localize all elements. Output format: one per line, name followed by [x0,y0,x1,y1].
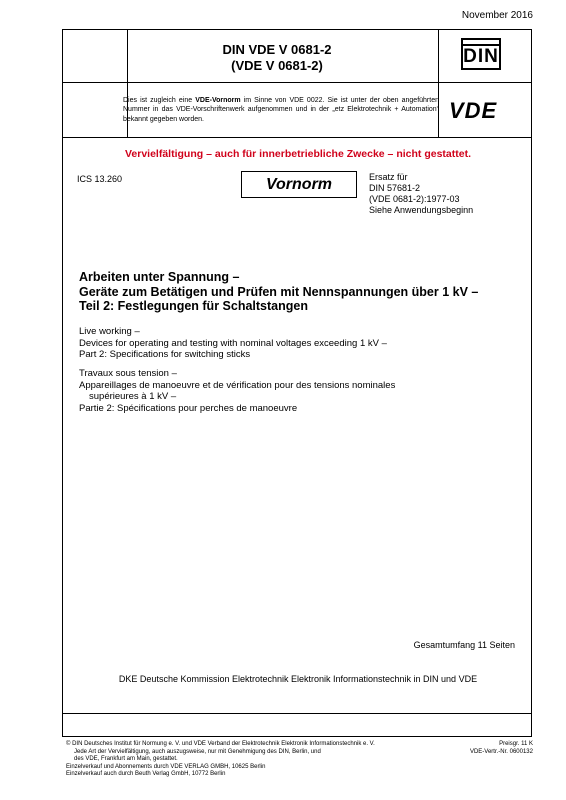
copy-warning: Vervielfältigung – auch für innerbetriebliche Zwecke – nicht gestattet. [124,148,471,160]
publication-date: November 2016 [461,10,533,21]
title-german: Arbeiten unter Spannung – Geräte zum Betätigen und Prüfen mit Nennspannungen über 1 kV – Teil 2: Festlegungen für Schaltstangen [79,270,479,313]
vde-vornorm-label: VDE-Vornorm [195,97,241,104]
copyright-footer: © DIN Deutsches Institut für Normung e. V. und VDE Verband der Elektrotechnik Elektronik Informationstechnik e. V. Jede Art der Vervielfältigung, auch auszugsweise, nur mit Genehmigung des DIN, Berlin, und des VDE, Frankfurt am Main, gestattet. Einzelverkauf und Abonnements durch VDE VERLAG GMBH, 10625 Berlin Einzelverkauf auch durch Beuth Verlag GmbH, 10772 Berlin [66,741,375,778]
divider [63,713,531,714]
vde-logo: VDE [449,98,498,123]
order-number: VDE-Vertr.-Nr. 0600132 [469,748,533,755]
price-group: Preisgr. 11 K [499,741,533,747]
din-logo [461,38,503,72]
divider [63,82,531,83]
status-badge: Vornorm [241,171,357,198]
replacement-info: Ersatz für DIN 57681-2 (VDE 0681-2):1977-03 Siehe Anwendungsbeginn [369,172,474,215]
din-logo-text: DIN [463,46,499,67]
total-pages: Gesamtumfang 11 Seiten [413,640,515,650]
cover-frame [62,29,532,737]
divider [63,137,531,138]
standard-number: DIN VDE V 0681-2 [222,42,332,57]
vde-notice: Dies ist zugleich eine VDE-Vornorm im Sinne von VDE 0022. Sie ist unter der oben angeführten Nummer in das VDE-Vorschriftenwerk aufgenommen und in der „etz Elektrotechnik + Automation“ bekannt gegeben worden. [123,97,439,123]
ics-code: ICS 13.260 [77,174,123,184]
title-french: Travaux sous tension – Appareillages de manoeuvre et de vérification pour des tensions nominales supérieures à 1 kV – Partie 2: Spécifications pour perches de manoeuvre [79,368,396,414]
standard-title-block [129,42,425,74]
title-english: Live working – Devices for operating and testing with nominal voltages exceeding 1 kV – Part 2: Specifications for switching sticks [79,326,387,360]
committee-name: DKE Deutsche Kommission Elektrotechnik Elektronik Informationstechnik in DIN und VDE [118,674,478,684]
price-info [470,741,533,756]
vde-number: (VDE V 0681-2) [231,58,323,73]
